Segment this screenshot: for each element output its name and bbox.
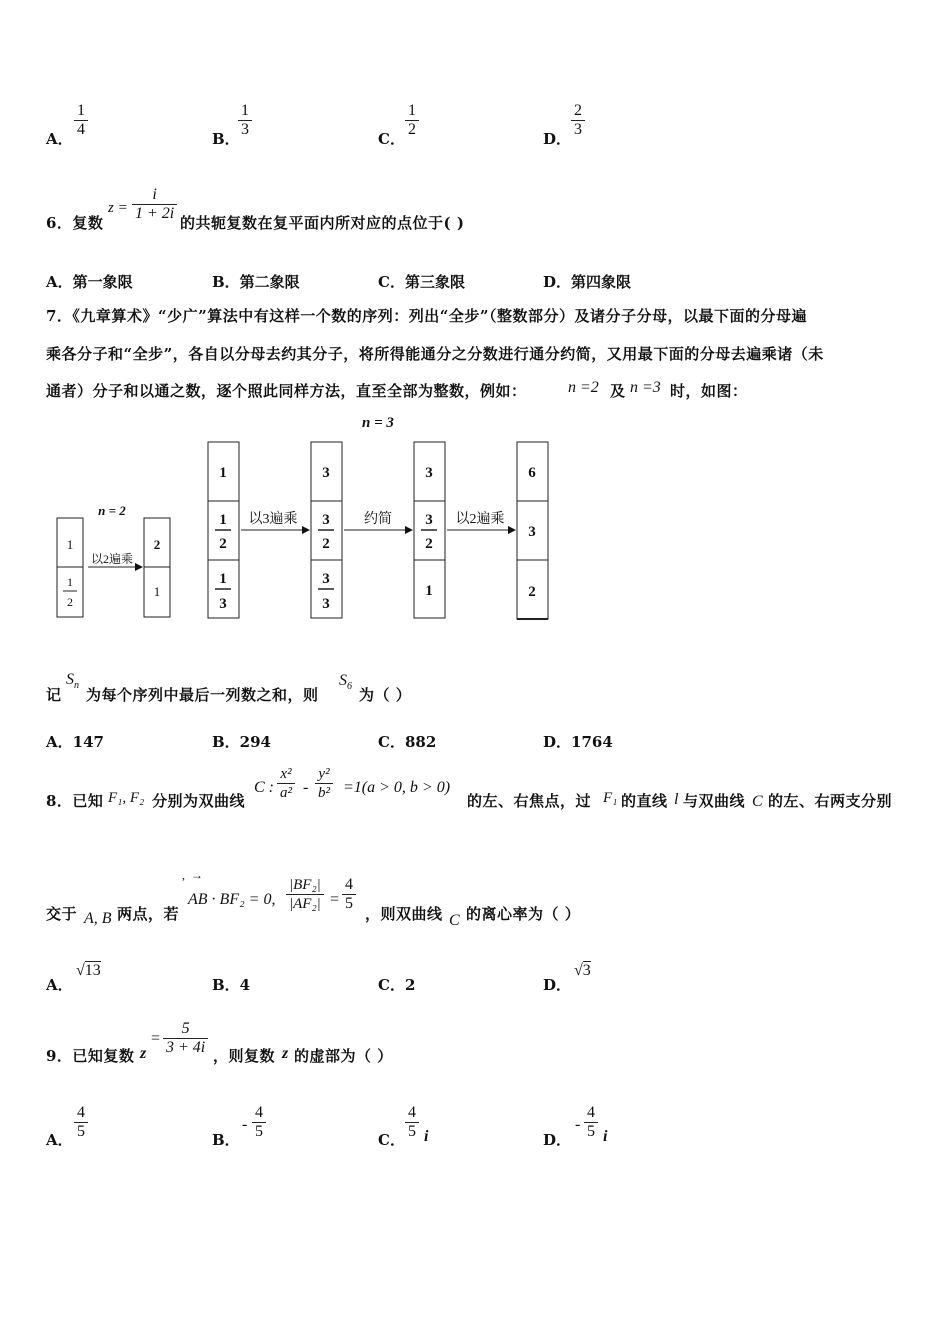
q8-line2-c: ，则双曲线 [365, 905, 443, 923]
q7-and: 及 [610, 382, 626, 400]
q6-fraction: $\frac{i}{1 + 2i}$ [132, 186, 177, 223]
q8-option-d: D． [543, 976, 572, 994]
q7-line-3b: 时，如图： [670, 382, 748, 400]
q7-line-1: 7．《九章算术》“少广”算法中有这样一个数的序列：列出“全步”（整数部分）及诸分子分母，以最下面的分母遍 [46, 307, 807, 325]
q7-line-3a: 通者）分子和以通之数，逐个照此同样方法，直至全部为整数，例如： [46, 382, 527, 400]
q8-vector-arrows: , → [182, 868, 203, 882]
q8-option-c: C．2 [378, 976, 416, 994]
q7-diagram-content [57, 415, 548, 619]
q7-s6: $S_6$ [339, 672, 352, 693]
col-b-bottom: 1 [153, 584, 161, 599]
col-a-den: 2 [67, 595, 73, 609]
q9-fraction: $\frac{5}{3 + 4i}$ [163, 1020, 208, 1057]
q9-z: z [140, 1045, 147, 1062]
q5-option-a-label: A． [46, 130, 73, 148]
col-f-mid: 3 [528, 524, 536, 540]
q7-stem-b: 为每个序列中最后一列数之和，则 [86, 686, 319, 704]
q7-option-d: D．1764 [543, 733, 613, 751]
q7-stem-a: 记 [46, 686, 62, 704]
q8-l: l [674, 791, 679, 808]
q9-option-b-fraction: $\frac{4}{5}$ [252, 1104, 266, 1141]
q8-y-fraction: $\frac{\text{y²}}{\text{b²}}$ [315, 765, 333, 802]
q9-option-a-label: A． [46, 1131, 73, 1149]
col-c-bot-den: 3 [219, 596, 227, 612]
q8-mid3: 的直线 [621, 792, 668, 810]
q5-option-b-fraction: $\frac{1}{3}$ [238, 102, 252, 139]
col-e-top: 3 [425, 465, 433, 481]
q5-option-c-label: C． [378, 130, 405, 148]
q9-option-d-fraction: $\frac{4}{5}$ [584, 1104, 598, 1141]
q8-ratio-value: $\frac{4}{5}$ [342, 876, 356, 913]
col-a-num: 1 [67, 575, 73, 589]
q7-diagram [0, 405, 620, 630]
q6-option-d: D．第四象限 [543, 273, 632, 291]
q5-option-d-fraction: $\frac{2}{3}$ [571, 102, 585, 139]
col-c-top: 1 [219, 465, 227, 481]
q8-minus: - [303, 779, 309, 796]
q9-prefix: 9．已知复数 [46, 1047, 135, 1065]
arrow-mult3-label: 以3遍乘 [248, 512, 298, 527]
q8-option-d-sqrt: √3 [574, 962, 591, 979]
q5-option-b-label: B． [212, 130, 240, 148]
q8-curve: C : [254, 779, 274, 796]
q8-f1: F₁ [603, 790, 618, 806]
q7-line-2: 乘各分子和“全步”，各自以分母去约其分子，将所得能通分之分数进行通分约简，又用最下面的分母去遍乘诸（未 [46, 345, 824, 363]
q8-mid4: 与双曲线 [683, 792, 746, 810]
q9-option-b-sign: - [242, 1116, 248, 1133]
q8-c: C [752, 793, 763, 810]
q8-line2-d: 的离心率为（ ） [466, 905, 581, 923]
q7-n3: n =3 [630, 379, 661, 396]
q9-option-d-sign: - [575, 1116, 581, 1133]
q8-x-fraction: $\frac{\text{x²}}{\text{a²}}$ [277, 765, 295, 802]
q6-option-b: B．第二象限 [212, 273, 300, 291]
q9-eq: = [151, 1030, 161, 1047]
q7-n2-title: n = 2 [98, 503, 126, 518]
q6-option-a: A．第一象限 [46, 273, 133, 291]
q5-option-c-fraction: $\frac{1}{2}$ [405, 102, 419, 139]
q7-stem-c: 为（ ） [359, 686, 412, 704]
q6-prefix: 6．复数 [46, 214, 104, 232]
q9-option-d-i: i [603, 1128, 608, 1145]
q7-option-b: B．294 [212, 733, 271, 751]
q7-sn: $S_n$ [66, 671, 79, 692]
q6-z-eq: z = [108, 200, 128, 216]
q8-line2-a: 交于 [46, 905, 78, 923]
q8-option-b: B．4 [212, 976, 251, 994]
col-f-bottom: 2 [528, 584, 536, 600]
arrow-reduce-label: 约简 [364, 512, 392, 527]
col-f-top: 6 [528, 465, 536, 481]
q8-eq2: = [330, 891, 340, 908]
q7-n2: n =2 [568, 379, 599, 396]
q6-option-c: C．第三象限 [378, 273, 465, 291]
col-c-mid-num: 1 [219, 512, 227, 528]
q8-line2-b: 两点，若 [117, 905, 180, 923]
q9-option-b-label: B． [212, 1131, 240, 1149]
col-c-mid-den: 2 [219, 536, 227, 552]
q9-z2: z [282, 1045, 289, 1062]
arrow-mult2-label: 以2遍乘 [90, 552, 134, 566]
q8-c2: C [449, 912, 460, 929]
q8-mid5: 的左、右两支分别 [768, 792, 893, 810]
q8-ab: A, B [84, 910, 112, 927]
q9-option-a-fraction: $\frac{4}{5}$ [74, 1104, 88, 1141]
q5-option-a-fraction: $\frac{1}{4}$ [74, 102, 88, 139]
q9-suffix-b: 的虚部为（ ） [294, 1047, 393, 1065]
col-d-mid-den: 2 [322, 536, 330, 552]
q9-option-c-fraction: $\frac{4}{5}$ [405, 1104, 419, 1141]
q9-suffix-a: ，则复数 [213, 1047, 276, 1065]
q9-option-c-label: C． [378, 1131, 405, 1149]
q8-option-a-sqrt: √13 [76, 962, 101, 979]
col-d-bot-den: 3 [322, 596, 330, 612]
q8-option-a: A． [46, 976, 73, 994]
q9-option-d-label: D． [543, 1131, 572, 1149]
col-d-top: 3 [322, 465, 330, 481]
col-e-mid-num: 3 [425, 512, 433, 528]
q8-ratio-fraction: $\frac{\text{|BF₂|}}{\text{|AF₂|}}$ [286, 876, 324, 913]
col-c-bot-num: 1 [219, 571, 227, 587]
q8-mid1: 分别为双曲线 [152, 792, 246, 810]
q6-suffix: 的共轭复数在复平面内所对应的点位于( ) [180, 214, 465, 232]
q9-option-c-i: i [424, 1128, 429, 1145]
col-b-top: 2 [153, 537, 161, 552]
col-d-mid-num: 3 [322, 512, 330, 528]
col-e-mid-den: 2 [425, 536, 433, 552]
q8-vector-expr: AB · BF₂ = 0, [188, 891, 276, 908]
q7-option-c: C．882 [378, 733, 437, 751]
col-a-top: 1 [66, 537, 74, 552]
q5-option-d-label: D． [543, 130, 572, 148]
q8-foci: F₁, F₂ [108, 790, 145, 806]
q8-prefix: 8．已知 [46, 792, 104, 810]
q7-n3-title: n = 3 [362, 415, 394, 431]
col-d-bot-num: 3 [322, 571, 330, 587]
q7-option-a: A．147 [46, 733, 104, 751]
q8-eq: =1(a > 0, b > 0) [343, 779, 451, 796]
arrow-mult2b-label: 以2遍乘 [455, 512, 505, 527]
col-e-bottom: 1 [425, 583, 433, 599]
q8-mid2: 的左、右焦点，过 [467, 792, 592, 810]
